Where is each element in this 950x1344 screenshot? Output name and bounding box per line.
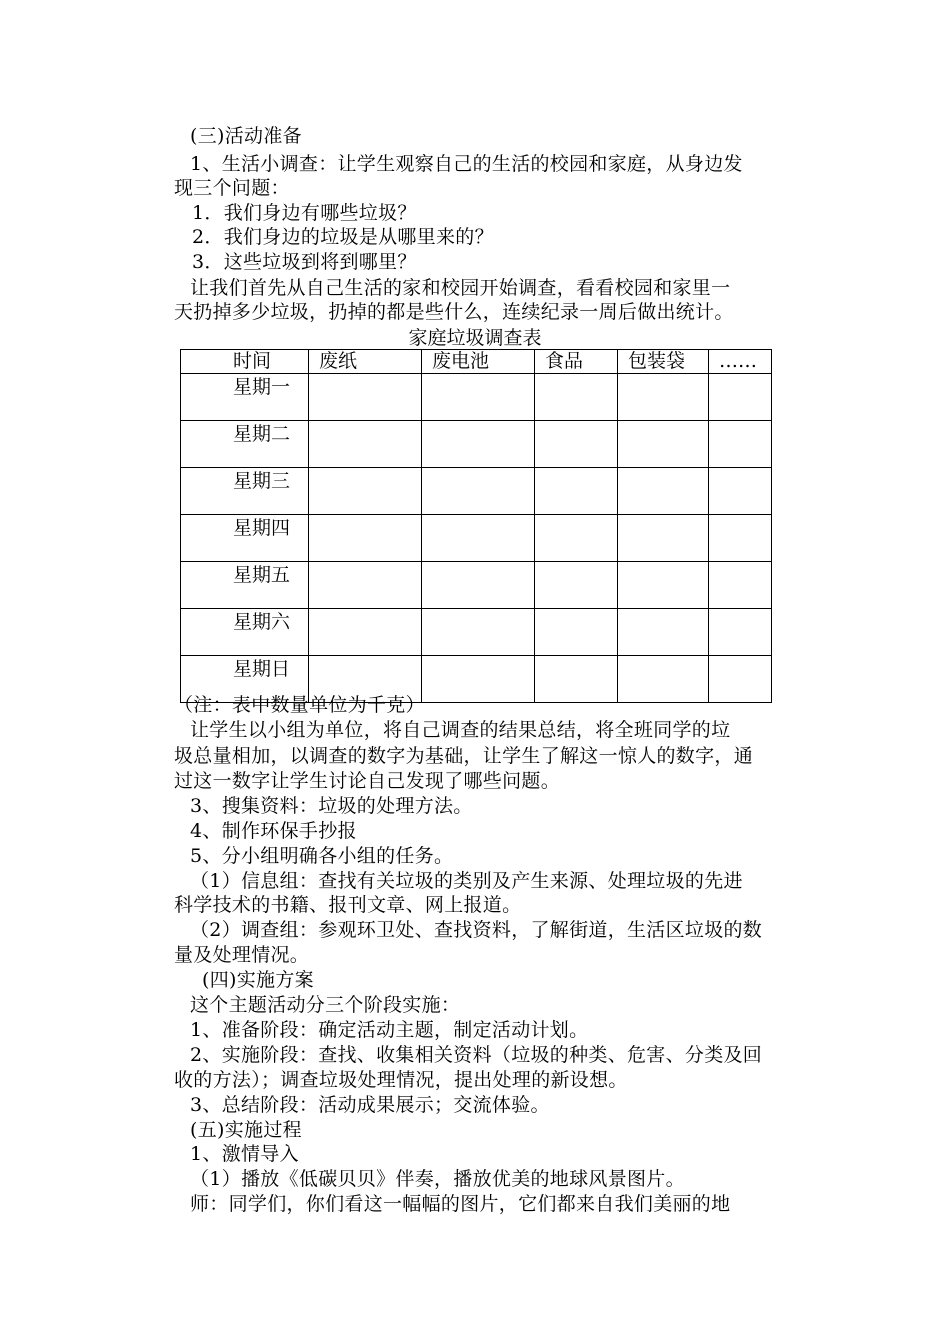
day-cell: 星期二 xyxy=(181,421,309,468)
text-line: （1）播放《低碳贝贝》伴奏，播放优美的地球风景图片。 xyxy=(190,1168,685,1190)
empty-cell xyxy=(309,421,422,468)
empty-cell xyxy=(709,374,772,421)
table-caption: 家庭垃圾调查表 xyxy=(408,327,542,349)
text-line: 1、准备阶段：确定活动主题，制定活动计划。 xyxy=(190,1019,589,1041)
day-cell: 星期六 xyxy=(181,609,309,656)
text-line: 1、激情导入 xyxy=(190,1143,299,1165)
empty-cell xyxy=(535,562,618,609)
table-row xyxy=(181,421,772,468)
text-line: 让我们首先从自己生活的家和校园开始调查，看看校园和家里一 xyxy=(190,277,731,299)
empty-cell xyxy=(618,515,709,562)
garbage-survey-table xyxy=(180,349,772,703)
empty-cell xyxy=(618,468,709,515)
text-line: 3、搜集资料：垃圾的处理方法。 xyxy=(190,795,473,817)
day-cell: 星期一 xyxy=(181,374,309,421)
empty-cell xyxy=(618,374,709,421)
text-line: (四)实施方案 xyxy=(202,969,314,991)
empty-cell xyxy=(309,374,422,421)
text-line: 天扔掉多少垃圾，扔掉的都是些什么，连续纪录一周后做出统计。 xyxy=(174,301,734,323)
text-line: 这个主题活动分三个阶段实施： xyxy=(190,994,461,1016)
text-line: 2、实施阶段：查找、收集相关资料（垃圾的种类、危害、分类及回 xyxy=(190,1044,763,1066)
text-line: 量及处理情况。 xyxy=(174,944,310,966)
day-cell: 星期五 xyxy=(181,562,309,609)
empty-cell xyxy=(422,562,535,609)
empty-cell xyxy=(422,468,535,515)
header-waste-battery: 废电池 xyxy=(422,350,535,374)
empty-cell xyxy=(709,421,772,468)
header-time: 时间 xyxy=(181,350,309,374)
empty-cell xyxy=(309,609,422,656)
text-line: 师：同学们，你们看这一幅幅的图片，它们都来自我们美丽的地 xyxy=(190,1193,731,1215)
header-food: 食品 xyxy=(535,350,618,374)
empty-cell xyxy=(618,421,709,468)
empty-cell xyxy=(309,468,422,515)
header-packaging: 包装袋 xyxy=(618,350,709,374)
text-line: (五)实施过程 xyxy=(190,1119,302,1141)
text-line: 2．我们身边的垃圾是从哪里来的？ xyxy=(192,226,494,248)
text-line: （1）信息组：查找有关垃圾的类别及产生来源、处理垃圾的先进 xyxy=(190,870,743,892)
text-line: 圾总量相加，以调查的数字为基础，让学生了解这一惊人的数字，通 xyxy=(174,745,754,767)
empty-cell xyxy=(535,515,618,562)
text-line: 收的方法）；调查垃圾处理情况，提出处理的新设想。 xyxy=(174,1069,628,1091)
day-cell: 星期四 xyxy=(181,515,309,562)
text-line: （注：表中数量单位为千克） xyxy=(174,694,425,716)
header-ellipsis: …… xyxy=(709,350,772,374)
text-line: (三)活动准备 xyxy=(190,125,302,147)
empty-cell xyxy=(709,609,772,656)
text-line: 5、分小组明确各小组的任务。 xyxy=(190,845,454,867)
empty-cell xyxy=(309,515,422,562)
text-line: 过这一数字让学生讨论自己发现了哪些问题。 xyxy=(174,770,561,792)
text-line: 3．这些垃圾到将到哪里？ xyxy=(192,251,417,273)
table-row xyxy=(181,609,772,656)
text-line: 让学生以小组为单位，将自己调查的结果总结，将全班同学的垃 xyxy=(190,719,731,741)
day-cell: 星期三 xyxy=(181,468,309,515)
empty-cell xyxy=(709,515,772,562)
empty-cell xyxy=(709,468,772,515)
table-row xyxy=(181,562,772,609)
table-header-row xyxy=(181,350,772,374)
empty-cell xyxy=(535,609,618,656)
text-line: 1、生活小调查：让学生观察自己的生活的校园和家庭，从身边发 xyxy=(190,153,743,175)
text-line: 3、总结阶段：活动成果展示；交流体验。 xyxy=(190,1094,550,1116)
table-row xyxy=(181,515,772,562)
empty-cell xyxy=(309,562,422,609)
empty-cell xyxy=(618,609,709,656)
text-line: 现三个问题： xyxy=(174,177,290,199)
text-line: 科学技术的书籍、报刊文章、网上报道。 xyxy=(174,894,522,916)
header-waste-paper: 废纸 xyxy=(309,350,422,374)
empty-cell xyxy=(535,468,618,515)
empty-cell xyxy=(535,374,618,421)
text-line: 1．我们身边有哪些垃圾？ xyxy=(192,202,417,224)
empty-cell xyxy=(422,374,535,421)
empty-cell xyxy=(422,421,535,468)
text-line: （2）调查组：参观环卫处、查找资料，了解街道，生活区垃圾的数 xyxy=(190,919,763,941)
table-row xyxy=(181,374,772,421)
table-row xyxy=(181,468,772,515)
text-line: 4、制作环保手抄报 xyxy=(190,820,357,842)
empty-cell xyxy=(535,421,618,468)
empty-cell xyxy=(422,609,535,656)
empty-cell xyxy=(422,515,535,562)
empty-cell xyxy=(709,562,772,609)
empty-cell xyxy=(618,562,709,609)
day-cell: 星期日 xyxy=(181,656,309,703)
